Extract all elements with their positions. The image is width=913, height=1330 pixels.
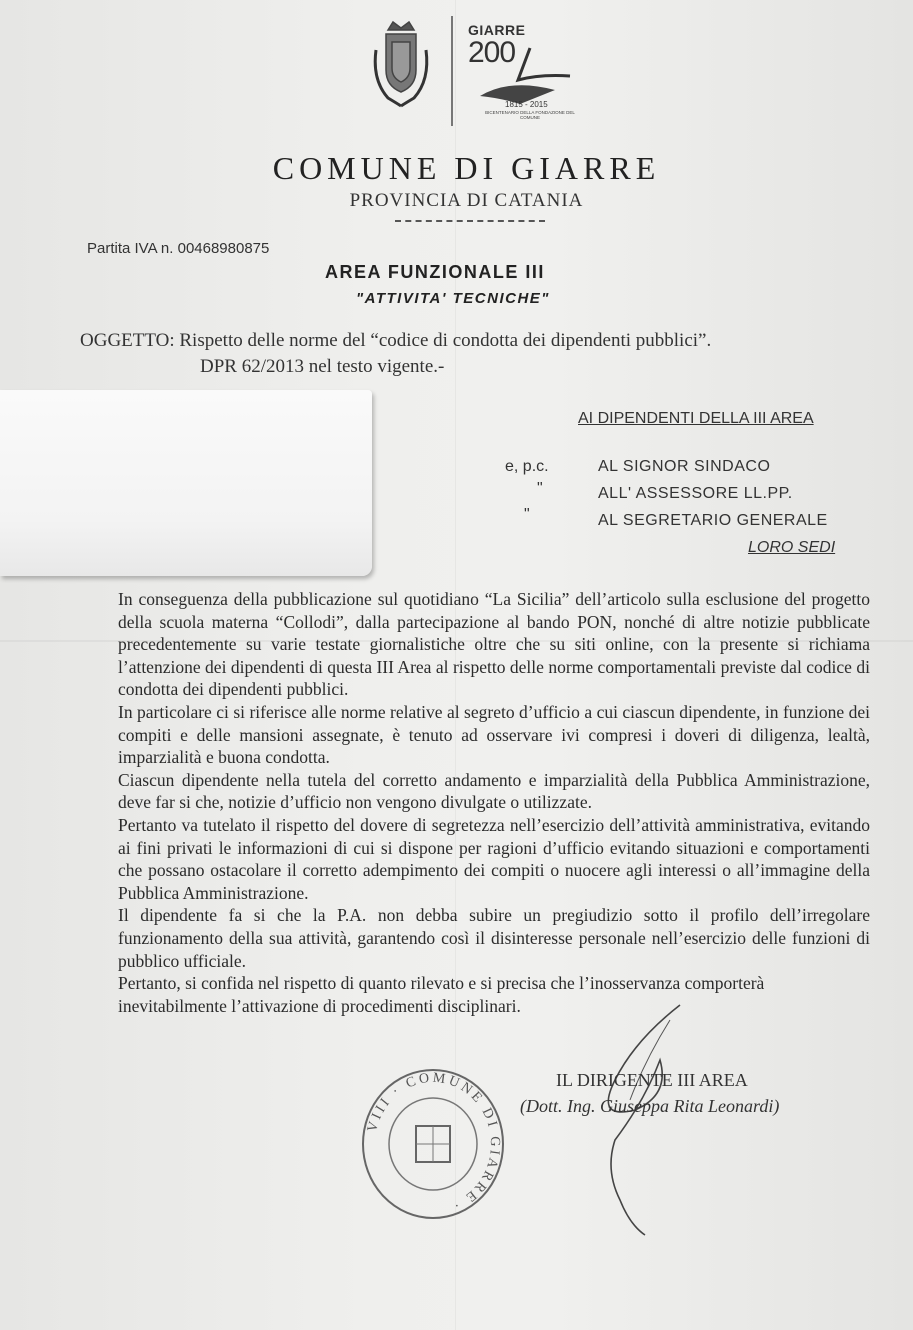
handwritten-signature (575, 1000, 705, 1240)
paragraph: Pertanto, si confida nel rispetto di quanto rilevato e si precisa che l’inosservanza comporterà inevitabilmente l’attivazione di procedimenti disciplinari. (118, 973, 765, 1016)
province-subtitle: PROVINCIA DI CATANIA (349, 190, 584, 211)
redaction-paper (0, 390, 372, 576)
logo-number: 200 (468, 36, 516, 69)
recipient-mayor: AL SIGNOR SINDACO (598, 458, 771, 475)
municipality-title: COMUNE DI GIARRE (272, 150, 661, 186)
subject-line-1: OGGETTO: Rispetto delle norme del “codice di condotta dei dipendenti pubblici”. (80, 330, 712, 351)
paragraph: Ciascun dipendente nella tutela del corretto andamento e imparzialità della Pubblica Amministrazione, deve far si che, notizie d’ufficio non vengono divulgate o utilizzate. (118, 769, 870, 813)
recipient-main: AI DIPENDENTI DELLA III AREA (578, 410, 814, 427)
paragraph: In conseguenza della pubblicazione sul quotidiano “La Sicilia” dell’articolo sulla esclusione del progetto della scuola materna “Collodi”, dalla partecipazione al bando PON, nonché di altre notizie pubblicate precedentemente su varie testate giornalistiche oltre che su siti online, con la presente si richiama l’attenzione dei dipendenti di questa III Area al rispetto delle norme comportamentali previste dal codice di condotta dei dipendenti pubblici. (118, 589, 870, 700)
logo-text: GIARRE (468, 22, 526, 38)
subject-line-2: DPR 62/2013 nel testo vigente.- (200, 356, 445, 377)
area-subtitle: "ATTIVITA' TECNICHE" (356, 290, 550, 307)
ditto-mark: " (524, 506, 530, 523)
svg-text:VIII · COMUNE DI GIARRE ·: VIII · COMUNE DI GIARRE · (365, 1070, 503, 1214)
header-divider (395, 220, 545, 222)
letter-body (50, 588, 870, 1017)
recipient-secretary: AL SEGRETARIO GENERALE (598, 512, 828, 529)
signature-role: IL DIRIGENTE III AREA (556, 1070, 748, 1090)
area-title: AREA FUNZIONALE III (325, 262, 545, 282)
official-stamp-icon (358, 1064, 508, 1224)
paragraph: Pertanto va tutelato il rispetto del dovere di segretezza nell’esercizio dell’attività amministrativa, evitando ai fini privati le informazioni di cui si dispone per ragioni d’ufficio evitando situazioni e comportamenti che possano ostacolare il corretto adempimento dei compiti o nuocere agli interessi o all’immagine della Pubblica Amministrazione. (118, 814, 870, 903)
city-crest-icon (368, 20, 434, 110)
paragraph: Il dipendente fa si che la P.A. non debba subire un pregiudizio sotto il profilo dell’irregolare funzionamento della sua attività, garantendo così il disinteresse personale nell’esercizio delle funzioni di pubblico ufficiale. (118, 905, 870, 971)
ditto-mark: " (537, 480, 543, 497)
logo-years: 1815 - 2015 (505, 100, 548, 109)
logo-separator (451, 16, 453, 126)
logo-caption: BICENTENARIO DELLA FONDAZIONE DEL COMUNE (485, 110, 575, 120)
cc-label: e, p.c. (505, 458, 549, 475)
signature-name: (Dott. Ing. Giuseppa Rita Leonardi) (520, 1096, 780, 1116)
paragraph: In particolare ci si riferisce alle norme relative al segreto d’ufficio a cui ciascun dipendente, in funzione dei compiti e delle mansioni assegnate, è tenuto ad osservare ivi compresi i doveri di diligenza, lealtà, imparzialità e buona condotta. (118, 701, 870, 768)
subject (80, 328, 711, 380)
recipient-assessor: ALL' ASSESSORE LL.PP. (598, 485, 793, 502)
loro-sedi: LORO SEDI (748, 539, 836, 556)
vat-number: Partita IVA n. 00468980875 (87, 240, 270, 257)
